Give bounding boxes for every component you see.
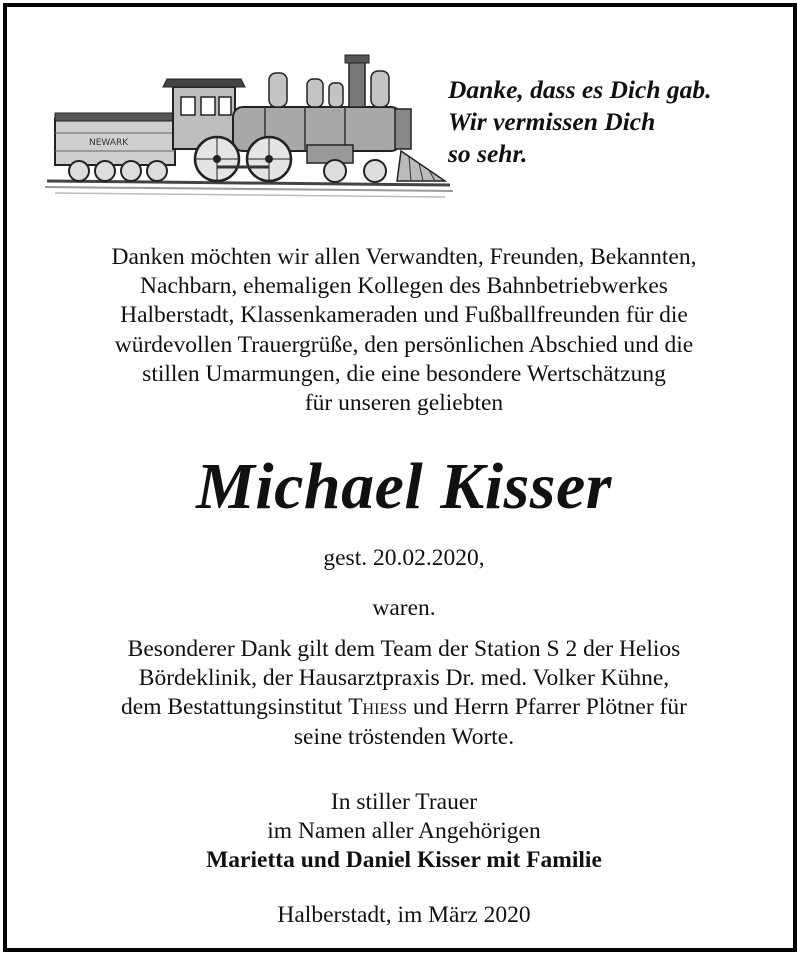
- place-date-text: Halberstadt, im März 2020: [277, 902, 531, 928]
- thanks-line: Besonderer Dank gilt dem Team der Station S 2 der Helios: [127, 636, 681, 662]
- intro-line: für unseren geliebten: [304, 390, 504, 417]
- thanks-line: [7, 693, 800, 722]
- thanks-paragraph: [7, 635, 800, 752]
- funeral-home-name: Thieß: [348, 694, 408, 721]
- motto-line: Danke, dass es Dich gab.: [448, 75, 712, 104]
- intro-paragraph: [7, 243, 800, 418]
- thanks-line: Bördeklinik, der Hausarztpraxis Dr. med. Volker Kühne,: [138, 665, 670, 692]
- motto-line: Wir vermissen Dich: [448, 107, 656, 136]
- death-date-text: gest. 20.02.2020,: [323, 545, 485, 571]
- mourning-line: In stiller Trauer: [330, 789, 478, 815]
- thanks-line: seine tröstenden Worte.: [293, 723, 515, 750]
- intro-line: stillen Umarmungen, die eine besondere Wertschätzung: [142, 360, 666, 387]
- mourning-line: im Namen aller Angehörigen: [267, 818, 541, 845]
- thanks-line-start: dem Bestattungsinstitut: [121, 694, 349, 721]
- steam-locomotive-icon: [45, 53, 455, 203]
- death-date: [7, 544, 800, 573]
- intro-line: Halberstadt, Klassenkameraden und Fußballfreunden für die: [120, 302, 688, 329]
- mourning-block: [7, 788, 800, 876]
- intro-line: Danken möchten wir allen Verwandten, Freunden, Bekannten,: [111, 244, 697, 270]
- waren-text: waren.: [372, 595, 436, 621]
- motto-text: [448, 74, 778, 170]
- family-names: Marietta und Daniel Kisser mit Familie: [206, 847, 602, 874]
- motto-line: so sehr.: [448, 139, 528, 168]
- intro-line: würdevollen Trauergrüße, den persönlichen Abschied und die: [114, 331, 694, 358]
- deceased-name: Michael Kisser: [196, 450, 612, 523]
- obituary-notice: [3, 3, 797, 952]
- intro-line: Nachbarn, ehemaligen Kollegen des Bahnbetriebwerkes: [140, 273, 668, 300]
- place-date: [7, 901, 800, 930]
- waren-line: [7, 594, 800, 623]
- thanks-line-end: und Herrn Pfarrer Plötner für: [407, 694, 687, 721]
- tender-label: NEWARK: [89, 138, 129, 148]
